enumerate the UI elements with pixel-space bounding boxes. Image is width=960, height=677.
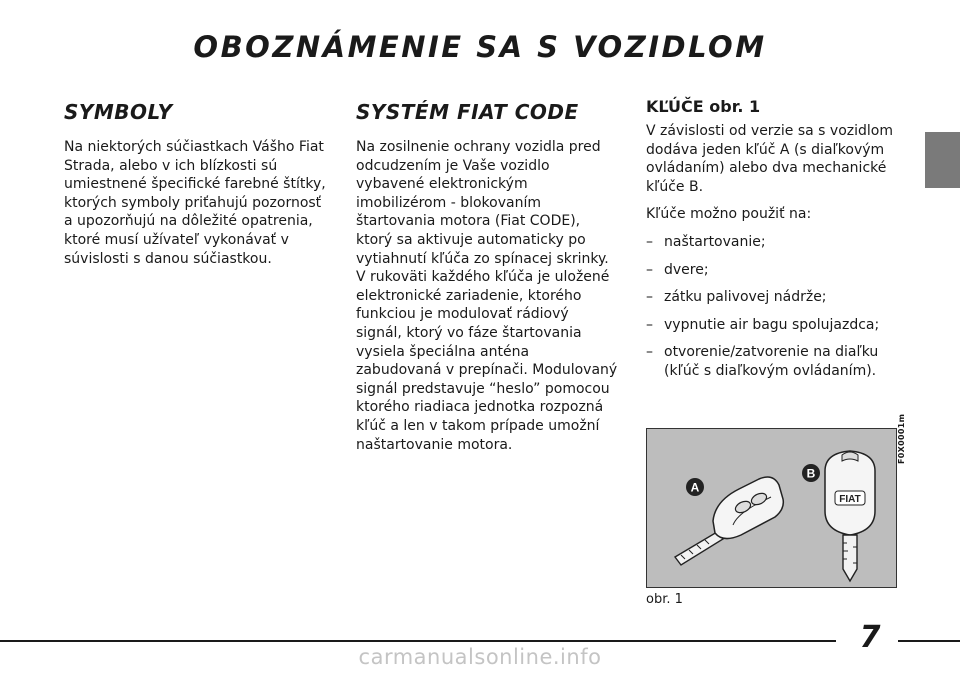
list-item-text: dvere; (664, 261, 709, 278)
label-a: A (690, 480, 700, 495)
keys-heading-figure-ref: obr. 1 (709, 97, 761, 116)
remote-key-illustration (675, 477, 783, 565)
dash-bullet: – (646, 316, 653, 333)
footer-rule-right (898, 640, 960, 642)
symbols-section (64, 100, 326, 268)
keys-figure (646, 428, 897, 588)
list-item (646, 343, 896, 380)
list-item-text: zátku palivovej nádrže; (664, 289, 827, 306)
keys-illustration (647, 429, 896, 587)
fiat-logo-text: FIAT (839, 494, 861, 505)
section-tab-marker (925, 132, 960, 188)
page-number: 7 (859, 620, 881, 655)
dash-bullet: – (646, 289, 653, 306)
watermark: carmanualsonline.info (358, 645, 602, 669)
list-item (646, 288, 896, 307)
list-item-text: otvorenie/zatvorenie na diaľku (kľúč s diaľkovým ovládaním). (664, 344, 879, 379)
list-item (646, 316, 896, 335)
list-item (646, 233, 896, 252)
symbols-heading: SYMBOLY (64, 100, 173, 124)
keys-usage-label: Kľúče možno použiť na: (646, 206, 812, 223)
fiat-code-heading: SYSTÉM FIAT CODE (356, 100, 579, 124)
keys-heading (646, 97, 896, 116)
footer-rule-left (0, 640, 836, 642)
keys-usage-list (646, 233, 896, 381)
keys-intro: V závislosti od verzie sa s vozidlom dodáva jeden kľúč A (s diaľkovým ovládaním) alebo dva mechanické kľúče B. (646, 123, 893, 195)
figure-code: F0X0001m (897, 413, 906, 464)
list-item (646, 261, 896, 280)
figure-caption: obr. 1 (646, 592, 683, 607)
label-b: B (806, 466, 816, 481)
list-item-text: naštartovanie; (664, 233, 766, 250)
list-item-text: vypnutie air bagu spolujazdca; (664, 316, 880, 333)
fiat-code-text: Na zosilnenie ochrany vozidla pred odcudzením je Vaše vozidlo vybavené elektronickým imobilizérom - blokovaním štartovania motora (Fiat CODE), ktorý sa aktivuje automaticky po vytiahnutí kľúča zo spínacej skrinky. V rukoväti každého kľúča je uložené elektronické zariadenie, ktorého funkciou je modulovať rádiový signál, ktorý vo fáze štartovania vysiela špeciálna anténa zabudovaná v prepínači. Modulovaný signál predstavuje “heslo” pomocou ktorého riadiaca jednotka rozpozná kľúč a len v takom prípade umožní naštartovanie motora. (356, 139, 618, 453)
symbols-text: Na niektorých súčiastkach Vášho Fiat Strada, alebo v ich blízkosti sú umiestnené špecifické farebné štítky, ktorých symboly priťahujú pozornosť a upozorňujú na dôležité opatrenia, ktoré musí užívateľ vykonávať v súvislosti s danou súčiastkou. (64, 139, 326, 267)
page-title: OBOZNÁMENIE SA S VOZIDLOM (193, 30, 767, 64)
keys-heading-title: KĽÚČE (646, 97, 704, 116)
fiat-code-section (356, 100, 618, 454)
dash-bullet: – (646, 344, 653, 361)
keys-section (646, 97, 896, 390)
mechanical-key-illustration (802, 451, 875, 581)
dash-bullet: – (646, 261, 653, 278)
dash-bullet: – (646, 233, 653, 250)
